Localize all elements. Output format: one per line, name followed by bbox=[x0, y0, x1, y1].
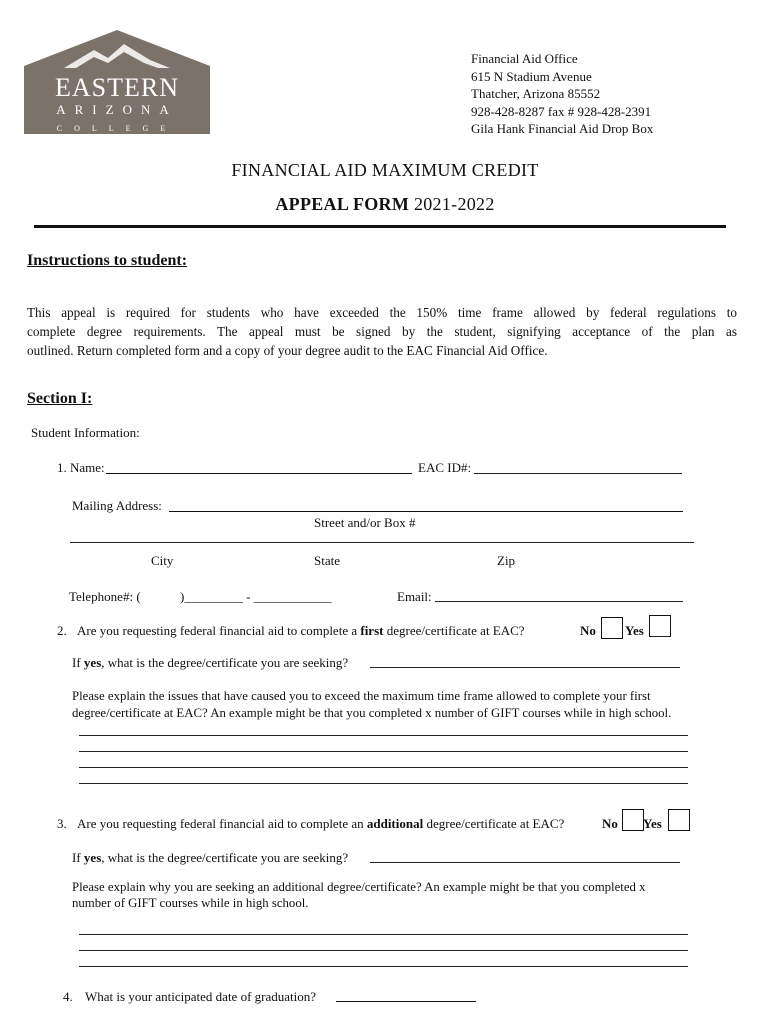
zip-caption: Zip bbox=[497, 553, 516, 568]
college-logo bbox=[24, 30, 210, 134]
q3-degree-field[interactable] bbox=[370, 862, 680, 863]
q3-answer-line[interactable] bbox=[79, 966, 688, 967]
q2-yes-checkbox[interactable] bbox=[649, 615, 671, 637]
city-state-zip-field[interactable] bbox=[70, 542, 694, 543]
q3-ifyes-prefix: If bbox=[72, 850, 84, 865]
q2-text-after: degree/certificate at EAC? bbox=[383, 623, 525, 638]
form-title-line2 bbox=[0, 194, 770, 215]
q2-ifyes-prefix: If bbox=[72, 655, 84, 670]
state-caption: State bbox=[314, 553, 340, 568]
section1-heading: Section I: bbox=[27, 390, 93, 407]
telephone-field[interactable]: )_________ - ____________ bbox=[180, 589, 332, 604]
q2-no-checkbox[interactable] bbox=[601, 617, 623, 639]
instructions-line3: outlined. Return completed form and a copy of your degree audit to the EAC Financial Aid Office. bbox=[27, 343, 548, 358]
q3-explain-line2: number of GIFT courses while in high school. bbox=[72, 896, 309, 910]
q2-yes-label: Yes bbox=[625, 623, 644, 638]
title-divider bbox=[34, 225, 726, 228]
q3-text-bold: additional bbox=[366, 816, 424, 831]
instructions-line1: This appeal is required for students who have exceeded the 150% time frame allowed by federal regulations to bbox=[27, 305, 737, 320]
q4-number: 4. bbox=[63, 989, 73, 1004]
q2-ifyes-rest: , what is the degree/certificate you are seeking? bbox=[101, 655, 349, 670]
q3-ifyes-bold: yes bbox=[83, 850, 102, 865]
q3-text-before: Are you requesting federal financial aid to complete an bbox=[77, 816, 367, 831]
logo-word-arizona: ARIZONA bbox=[56, 102, 178, 117]
q2-explain-line2: degree/certificate at EAC? An example might be that you completed x number of GIFT courses while in high school. bbox=[72, 706, 672, 720]
q3-number: 3. bbox=[57, 816, 67, 831]
q2-question bbox=[77, 623, 525, 639]
email-field[interactable] bbox=[435, 601, 683, 602]
eac-id-label: EAC ID#: bbox=[418, 460, 472, 475]
office-street: 615 N Stadium Avenue bbox=[471, 68, 592, 84]
q3-answer-line[interactable] bbox=[79, 934, 688, 935]
instructions-heading: Instructions to student: bbox=[27, 252, 188, 269]
q3-no-checkbox[interactable] bbox=[622, 809, 644, 831]
q2-text-before: Are you requesting federal financial aid to complete a bbox=[77, 623, 361, 638]
office-phone-fax: 928-428-8287 fax # 928-428-2391 bbox=[471, 103, 652, 119]
q2-ifyes-text bbox=[72, 655, 348, 671]
street-field[interactable] bbox=[169, 511, 683, 512]
q2-yes-underline bbox=[651, 636, 671, 637]
name-field[interactable] bbox=[106, 473, 412, 474]
q3-question bbox=[77, 816, 564, 832]
office-contact-block bbox=[471, 50, 653, 138]
q2-no-label: No bbox=[580, 623, 596, 638]
office-drop-box: Gila Hank Financial Aid Drop Box bbox=[471, 121, 654, 136]
mailing-address-label: Mailing Address: bbox=[72, 498, 162, 513]
q2-explain-line1: Please explain the issues that have caused you to exceed the maximum time frame allowed to complete your first bbox=[72, 689, 651, 703]
q3-ifyes-text bbox=[72, 850, 348, 866]
q2-answer-line[interactable] bbox=[79, 783, 688, 784]
q2-answer-line[interactable] bbox=[79, 767, 688, 768]
instructions-text bbox=[27, 303, 737, 360]
name-label: 1. Name: bbox=[57, 460, 105, 475]
q2-number: 2. bbox=[57, 623, 67, 638]
city-caption: City bbox=[151, 553, 174, 568]
q3-yes-label: Yes bbox=[643, 816, 662, 831]
telephone-label: Telephone#: ( bbox=[69, 589, 141, 604]
form-title-appeal: APPEAL FORM bbox=[275, 194, 410, 214]
eac-id-field[interactable] bbox=[474, 473, 682, 474]
office-city: Thatcher, Arizona 85552 bbox=[471, 86, 601, 101]
q3-ifyes-rest: , what is the degree/certificate you are seeking? bbox=[101, 850, 349, 865]
q3-text-after: degree/certificate at EAC? bbox=[423, 816, 565, 831]
q2-answer-line[interactable] bbox=[79, 735, 688, 736]
form-title-year: 2021-2022 bbox=[413, 194, 495, 214]
q3-yes-checkbox[interactable] bbox=[668, 809, 690, 831]
email-label: Email: bbox=[397, 589, 432, 604]
office-name: Financial Aid Office bbox=[471, 51, 578, 66]
logo-word-college: COLLEGE bbox=[56, 124, 178, 133]
q2-text-bold: first bbox=[360, 623, 384, 638]
q3-no-label: No bbox=[602, 816, 618, 831]
graduation-date-field[interactable] bbox=[336, 1001, 476, 1002]
form-title-line1: FINANCIAL AID MAXIMUM CREDIT bbox=[231, 160, 539, 180]
q3-answer-line[interactable] bbox=[79, 950, 688, 951]
q4-question: What is your anticipated date of graduation? bbox=[85, 989, 317, 1004]
q2-answer-line[interactable] bbox=[79, 751, 688, 752]
instructions-line2: complete degree requirements. The appeal must be signed by the student, signifying acceptance of the plan as bbox=[27, 324, 737, 339]
q2-degree-field[interactable] bbox=[370, 667, 680, 668]
q2-ifyes-bold: yes bbox=[83, 655, 102, 670]
street-caption: Street and/or Box # bbox=[314, 515, 416, 530]
q3-explain-line1: Please explain why you are seeking an additional degree/certificate? An example might be that you completed x bbox=[72, 880, 646, 894]
logo-word-eastern: EASTERN bbox=[55, 73, 179, 102]
student-info-subheading: Student Information: bbox=[31, 425, 140, 440]
